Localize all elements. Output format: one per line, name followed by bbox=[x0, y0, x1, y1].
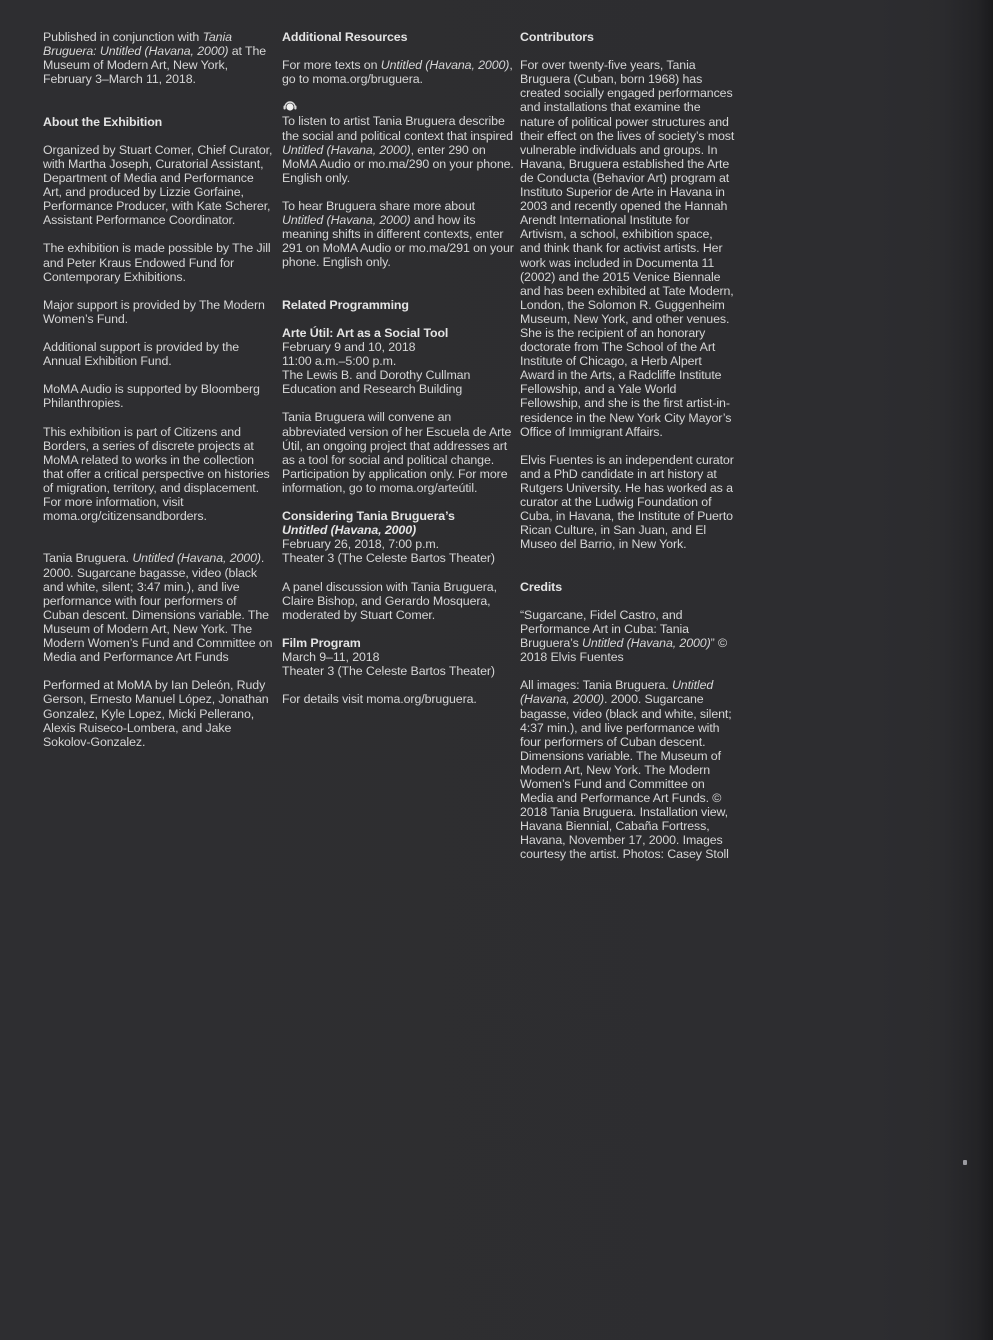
organized-by: Organized by Stuart Comer, Chief Curator, with Martha Joseph, Curatorial Assistant, Department of Media and Performance Art, and produced by Lizzie Gorfaine, Performance Producer, with Kate Scherer, Assistant Performance Coordinator. bbox=[43, 142, 273, 228]
event-title: Arte Útil: Art as a Social Tool bbox=[282, 325, 449, 340]
audio-support: MoMA Audio is supported by Bloomberg Philanthropies. bbox=[43, 382, 260, 411]
spacer bbox=[43, 537, 275, 551]
programming-heading: Related Programming bbox=[282, 297, 409, 312]
scan-speck bbox=[963, 1160, 967, 1165]
major-support: Major support is provided by The Modern Women’s Fund. bbox=[43, 297, 265, 326]
spacer bbox=[282, 284, 514, 298]
fuentes-bio: Elvis Fuentes is an independent curator and a PhD candidate in art history at Rutgers University. He has worked as a curator at the Ludwig Foundation of Cuba, in Havana, the Institute of Puerto Rican Culture, in San Juan, and El Museo del Barrio, in New York. bbox=[520, 452, 734, 552]
images-credit-title: Untitled (Havana, 2000) bbox=[520, 678, 714, 707]
additional-support: Additional support is provided by the Annual Exhibition Fund. bbox=[43, 340, 240, 369]
event-description: A panel discussion with Tania Bruguera, Claire Bishop, and Gerardo Mosquera, moderated by Stuart Comer. bbox=[282, 579, 497, 622]
event-title: Film Program bbox=[282, 635, 361, 650]
event-description: Tania Bruguera will convene an abbreviated version of her Escuela de Arte Útil, an ongoing project that addresses art as a tool for social and political change. Participation by application only. For more information, go to moma.org/arteútil. bbox=[282, 410, 512, 495]
caption-title: Untitled (Havana, 2000) bbox=[132, 551, 261, 566]
intro-title: Tania Bruguera: Untitled (Havana, 2000) bbox=[43, 30, 232, 59]
essay-credit-title: Untitled (Havana, 2000) bbox=[582, 636, 711, 651]
listen-pre: To listen to artist Tania Bruguera describe the social and political context that inspired bbox=[282, 114, 513, 143]
resources-heading: Additional Resources bbox=[282, 30, 408, 44]
event-location: Theater 3 (The Celeste Bartos Theater) bbox=[282, 664, 495, 679]
hear-audio bbox=[282, 199, 514, 269]
more-texts-link: , go to moma.org/bruguera. bbox=[282, 58, 513, 87]
event-time: 11:00 a.m.–5:00 p.m. bbox=[282, 354, 397, 369]
event-title-italic: Untitled (Havana, 2000) bbox=[282, 523, 417, 538]
event-considering bbox=[282, 509, 514, 565]
event-date: February 9 and 10, 2018 bbox=[282, 339, 416, 354]
publication-intro bbox=[43, 30, 275, 86]
column-exhibition-info bbox=[43, 30, 275, 763]
essay-credit-pre: “Sugarcane, Fidel Castro, and Performance Art in Cuba: Tania Bruguera’s bbox=[520, 607, 689, 651]
intro-text: Published in conjunction with bbox=[43, 30, 203, 44]
funding-note: The exhibition is made possible by The Jill and Peter Kraus Endowed Fund for Contemporary Exhibitions. bbox=[43, 241, 271, 284]
event-location: The Lewis B. and Dorothy Cullman Education and Research Building bbox=[282, 368, 471, 397]
hear-post: and how its meaning shifts in different contexts, enter 291 on MoMA Audio or mo.ma/291 on your phone. English only. bbox=[282, 213, 514, 270]
more-texts-pre: For more texts on bbox=[282, 58, 381, 73]
event-title: Considering Tania Bruguera’s bbox=[282, 509, 455, 524]
images-credit-pre: All images: Tania Bruguera. bbox=[520, 678, 672, 693]
hear-pre: To hear Bruguera share more about bbox=[282, 199, 476, 214]
images-credit bbox=[520, 678, 735, 861]
event-date: February 26, 2018, 7:00 p.m. bbox=[282, 537, 439, 552]
event-arte-util bbox=[282, 326, 514, 396]
about-heading: About the Exhibition bbox=[43, 114, 163, 129]
listen-title: Untitled (Havana, 2000) bbox=[282, 142, 411, 157]
performers: Performed at MoMA by Ian Deleón, Rudy Gerson, Ernesto Manuel López, Jonathan Gonzalez, Kyle Lopez, Micki Pellerano, Alexis Ruiseco-Lombera, and Jake Sokolov-Gonzalez. bbox=[43, 678, 269, 749]
event-location: Theater 3 (The Celeste Bartos Theater) bbox=[282, 551, 495, 566]
contributors-heading: Contributors bbox=[520, 30, 594, 44]
caption-details: . 2000. Sugarcane bagasse, video (black and white, silent; 3:47 min.), and live performance with four performers of Cuban descent. Dimensions variable. The Museum of Modern Art, New York. The Modern Women’s Fund and Committee on Media and Performance Art Funds bbox=[43, 551, 273, 665]
spacer bbox=[520, 566, 735, 580]
event-film-program bbox=[282, 636, 514, 678]
column-resources bbox=[282, 30, 514, 721]
event-date: March 9–11, 2018 bbox=[282, 650, 380, 665]
more-texts bbox=[282, 58, 514, 86]
intro-text-end: at The Museum of Modern Art, New York, February 3–March 11, 2018. bbox=[43, 44, 267, 87]
citizens-and-borders: This exhibition is part of Citizens and Borders, a series of discrete projects at MoMA related to works in the collection that offer a critical perspective on histories of migration, territory, and displacement. For more information, visit moma.org/citizensandborders. bbox=[43, 424, 270, 524]
more-texts-title: Untitled (Havana, 2000) bbox=[380, 58, 510, 73]
caption-artist: Tania Bruguera. bbox=[43, 551, 133, 566]
column-contributors bbox=[520, 30, 735, 876]
work-caption bbox=[43, 551, 275, 664]
essay-credit-post: ” © 2018 Elvis Fuentes bbox=[520, 636, 728, 665]
spacer bbox=[43, 100, 275, 114]
listen-audio bbox=[282, 114, 514, 184]
credits-heading: Credits bbox=[520, 579, 562, 594]
listen-post: , enter 290 on MoMA Audio or mo.ma/290 on your phone. English only. bbox=[282, 142, 514, 185]
event-description: For details visit moma.org/bruguera. bbox=[282, 692, 477, 707]
hear-title: Untitled (Havana, 2000) bbox=[282, 213, 411, 228]
images-credit-post: . 2000. Sugarcane bagasse, video (black and white, silent; 4:37 min.), and live performance with four performers of Cuban descent. Dimensions variable. The Museum of Modern Art, New York. The Modern Women’s Fund and Committee on Media and Performance Art Funds. © 2018 Tania Bruguera. Installation view, Havana Biennial, Cabaña Fortress, Havana, November 17, 2000. Images courtesy the artist. Photos: Casey Stoll bbox=[520, 692, 732, 862]
bruguera-bio: For over twenty-five years, Tania Bruguera (Cuban, born 1968) has created socially engaged performances and installations that examine the nature of political power structures and their effect on the lives of society’s most vulnerable individuals and groups. In Havana, Bruguera established the Arte de Conducta (Behavior Art) program at Instituto Superior de Arte in Havana in 2003 and recently opened the Hannah Arendt International Institute for Artivism, a school, exhibition space, and think thank for activist artists. Her work was included in Documenta 11 (2002) and the 2015 Venice Biennale and has been exhibited at Tate Modern, London, the Solomon R. Guggenheim Museum, New York, and other venues. She is the recipient of an honorary doctorate from The School of the Art Institute of Chicago, a Herb Alpert Award in the Arts, a Radcliffe Institute Fellowship, and a Yale World Fellowship, and she is the first artist-in-residence in the New York City Mayor’s Office of Immigrant Affairs. bbox=[520, 58, 735, 439]
essay-credit bbox=[520, 608, 735, 664]
headphones-icon bbox=[282, 100, 298, 112]
